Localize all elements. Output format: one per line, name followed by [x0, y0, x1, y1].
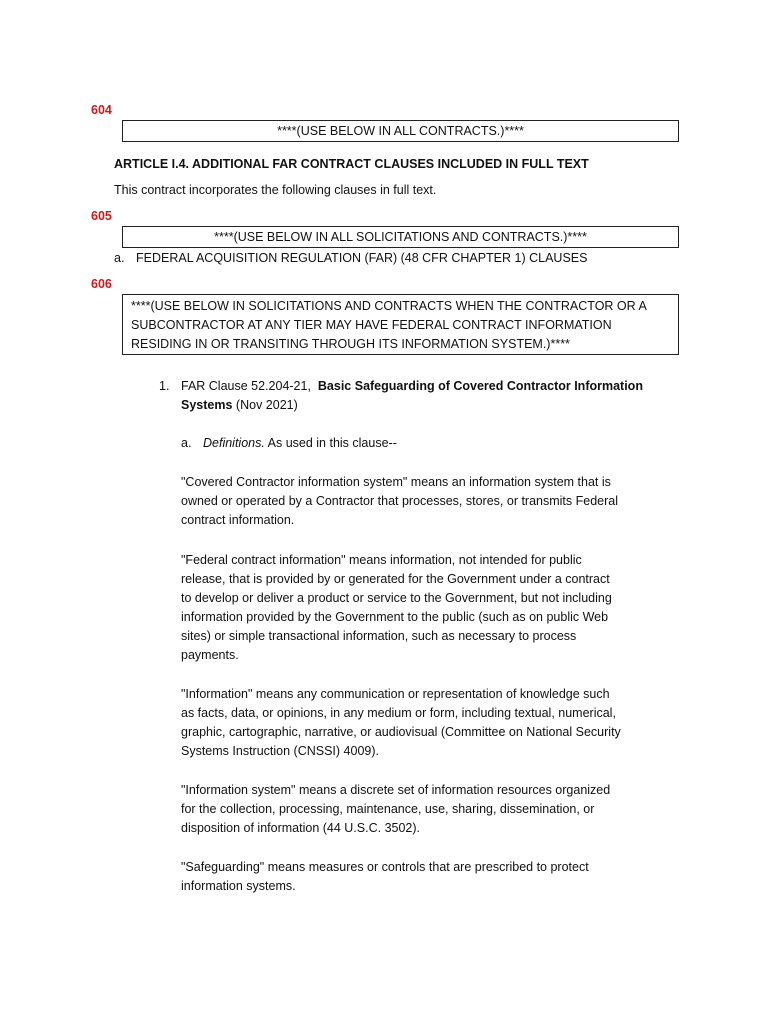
definition-line: disposition of information (44 U.S.C. 3502).	[181, 821, 421, 835]
definition-information-system	[181, 781, 681, 838]
clause-date: (Nov 2021)	[235, 398, 298, 412]
definitions-intro: As used in this clause--	[267, 436, 397, 450]
far-item-text: FEDERAL ACQUISITION REGULATION (FAR) (48 CFR CHAPTER 1) CLAUSES	[136, 251, 588, 265]
instruction-text-605: ****(USE BELOW IN ALL SOLICITATIONS AND CONTRACTS.)****	[214, 230, 587, 244]
definition-line: information provided by the Government to the public (such as on public Web	[181, 610, 609, 624]
instruction-box-605	[122, 226, 679, 248]
definition-line: "Information" means any communication or representation of knowledge such	[181, 687, 610, 701]
definition-line: Systems Instruction (CNSSI) 4009).	[181, 744, 379, 758]
definition-line: payments.	[181, 648, 239, 662]
definition-line: sites) or simple transactional information, such as necessary to process	[181, 629, 577, 643]
instruction-box-604	[122, 120, 679, 142]
definition-line: graphic, cartographic, narrative, or audiovisual (Committee on National Security	[181, 725, 621, 739]
definition-line: "Federal contract information" means information, not intended for public	[181, 553, 582, 567]
instruction-line: RESIDING IN OR TRANSITING THROUGH ITS INFORMATION SYSTEM.)****	[131, 337, 570, 351]
instruction-line: SUBCONTRACTOR AT ANY TIER MAY HAVE FEDERAL CONTRACT INFORMATION	[131, 318, 612, 332]
definition-line: as facts, data, or opinions, in any medium or form, including textual, numerical,	[181, 706, 616, 720]
clause-heading	[181, 377, 681, 396]
clause-prefix: FAR Clause 52.204-21,	[181, 379, 311, 393]
far-item-marker: a.	[114, 251, 125, 265]
article-title: ARTICLE I.4. ADDITIONAL FAR CONTRACT CLAUSES INCLUDED IN FULL TEXT	[114, 157, 589, 171]
definitions-subitem-marker: a.	[181, 436, 192, 450]
clause-title-line1: Basic Safeguarding of Covered Contractor Information	[317, 379, 643, 393]
definition-safeguarding	[181, 858, 681, 896]
definition-information	[181, 685, 681, 761]
definition-line: "Safeguarding" means measures or controls that are prescribed to protect	[181, 860, 589, 874]
line-number-604: 604	[91, 103, 112, 117]
definitions-label: Definitions.	[203, 436, 265, 450]
instruction-line: ****(USE BELOW IN SOLICITATIONS AND CONTRACTS WHEN THE CONTRACTOR OR A	[131, 299, 647, 313]
clause-title-line2: Systems	[181, 398, 233, 412]
instruction-box-606	[122, 294, 679, 355]
definitions-subitem	[203, 434, 397, 453]
definition-line: release, that is provided by or generated for the Government under a contract	[181, 572, 610, 586]
definition-line: "Covered Contractor information system" means an information system that is	[181, 475, 611, 489]
definition-line: for the collection, processing, maintenance, use, sharing, dissemination, or	[181, 802, 595, 816]
clause-number: 1.	[159, 379, 170, 393]
definition-line: contract information.	[181, 513, 295, 527]
definition-line: owned or operated by a Contractor that processes, stores, or transmits Federal	[181, 494, 619, 508]
definition-line: information systems.	[181, 879, 296, 893]
definition-line: "Information system" means a discrete set of information resources organized	[181, 783, 611, 797]
line-number-606: 606	[91, 277, 112, 291]
definition-covered-contractor-info-system	[181, 473, 681, 530]
line-number-605: 605	[91, 209, 112, 223]
definition-federal-contract-information	[181, 551, 681, 665]
article-intro: This contract incorporates the following clauses in full text.	[114, 183, 437, 197]
definition-line: to develop or deliver a product or service to the Government, but not including	[181, 591, 612, 605]
clause-heading-line2	[181, 396, 298, 415]
instruction-text-604: ****(USE BELOW IN ALL CONTRACTS.)****	[277, 124, 524, 138]
